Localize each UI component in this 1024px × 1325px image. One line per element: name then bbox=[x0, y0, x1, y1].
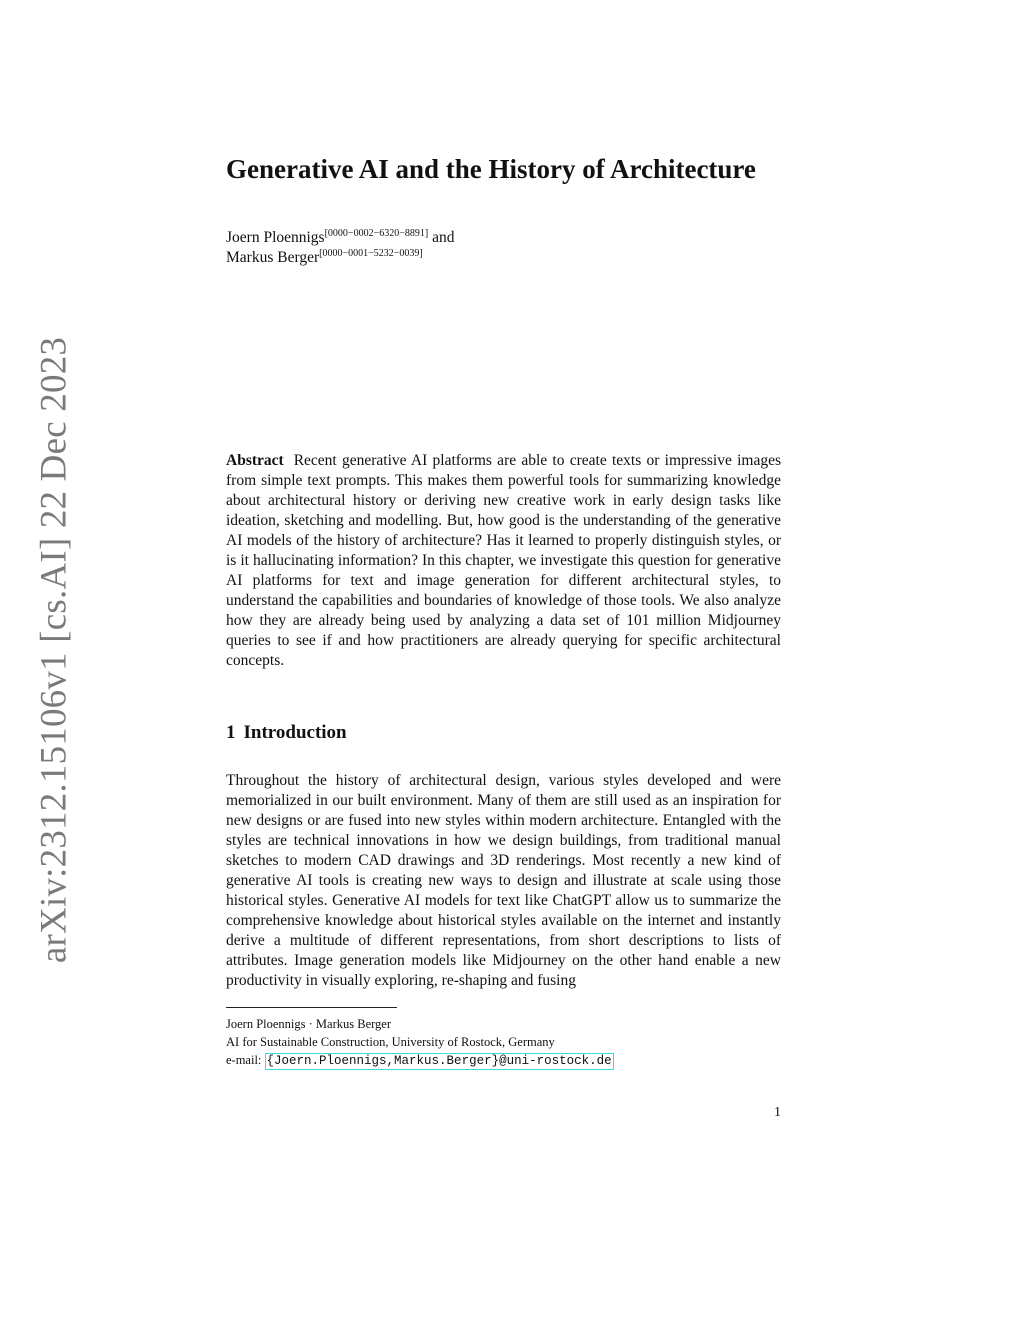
footnote-affiliation: AI for Sustainable Construction, University of Rostock, Germany bbox=[226, 1035, 555, 1049]
author-conjunction: and bbox=[432, 229, 455, 246]
abstract-label: Abstract bbox=[226, 452, 284, 469]
arxiv-identifier: arXiv:2312.15106v1 [cs.AI] 22 Dec 2023 bbox=[33, 336, 75, 964]
author-line-2 bbox=[226, 248, 781, 268]
introduction-paragraph: Throughout the history of architectural design, various styles developed and were memorialized in our built environment. Many of them are still used as an inspiration for new designs or are fused into new styles within modern architecture. Entangled with the styles are technical innovations in how we design buildings, from traditional manual sketches to modern CAD drawings and 3D renderings. Most recently a new kind of generative AI tools is creating new ways to design and illustrate at scale using those historical styles. Generative AI models for text like ChatGPT allow us to summarize the comprehensive knowledge about historical styles available on the internet and instantly derive a multitude of different representations, from short descriptions to lists of attributes. Image generation models like Midjourney on the other hand enable a new productivity in visually exploring, re-shaping and fusing bbox=[226, 772, 781, 989]
author-name: Joern Ploennigs bbox=[226, 229, 325, 246]
section-title: Introduction bbox=[243, 722, 347, 743]
author-block bbox=[226, 228, 781, 268]
author-line-1 bbox=[226, 228, 781, 248]
footnote-divider bbox=[226, 1007, 397, 1008]
section-heading bbox=[226, 720, 781, 746]
footnote-author-names: Joern Ploennigs · Markus Berger bbox=[226, 1017, 392, 1031]
section-number: 1 bbox=[226, 722, 236, 743]
email-label: e-mail: bbox=[226, 1053, 262, 1067]
author-orcid: [0000−0002−6320−8891] bbox=[324, 228, 429, 239]
footnote bbox=[226, 1015, 781, 1070]
author-name: Markus Berger bbox=[226, 249, 320, 266]
author-orcid: [0000−0001−5232−0039] bbox=[319, 248, 423, 259]
abstract-text: Recent generative AI platforms are able to create texts or impressive images from simple text prompts. This makes them powerful tools for summarizing knowledge about architectural history or deriving new creative work in early design tasks like ideation, sketching and modelling. But, how good is the understanding of the generative AI models of the history of architecture? Has it learned to properly distinguish styles, or is it hallucinating information? In this chapter, we investigate this question for generative AI platforms for text and image generation for different architectural styles, to understand the capabilities and boundaries of knowledge of those tools. We also analyze how they are already being used by analyzing a data set of 101 million Midjourney queries to see if and how practitioners are already querying for specific architectural concepts. bbox=[226, 452, 781, 669]
footnote-email-line bbox=[226, 1051, 781, 1070]
abstract bbox=[226, 451, 781, 671]
email-link[interactable]: {Joern.Ploennigs,Markus.Berger}@uni-rostock.de bbox=[266, 1054, 612, 1068]
page-number: 1 bbox=[774, 1105, 781, 1120]
paper-title: Generative AI and the History of Architecture bbox=[226, 154, 756, 184]
